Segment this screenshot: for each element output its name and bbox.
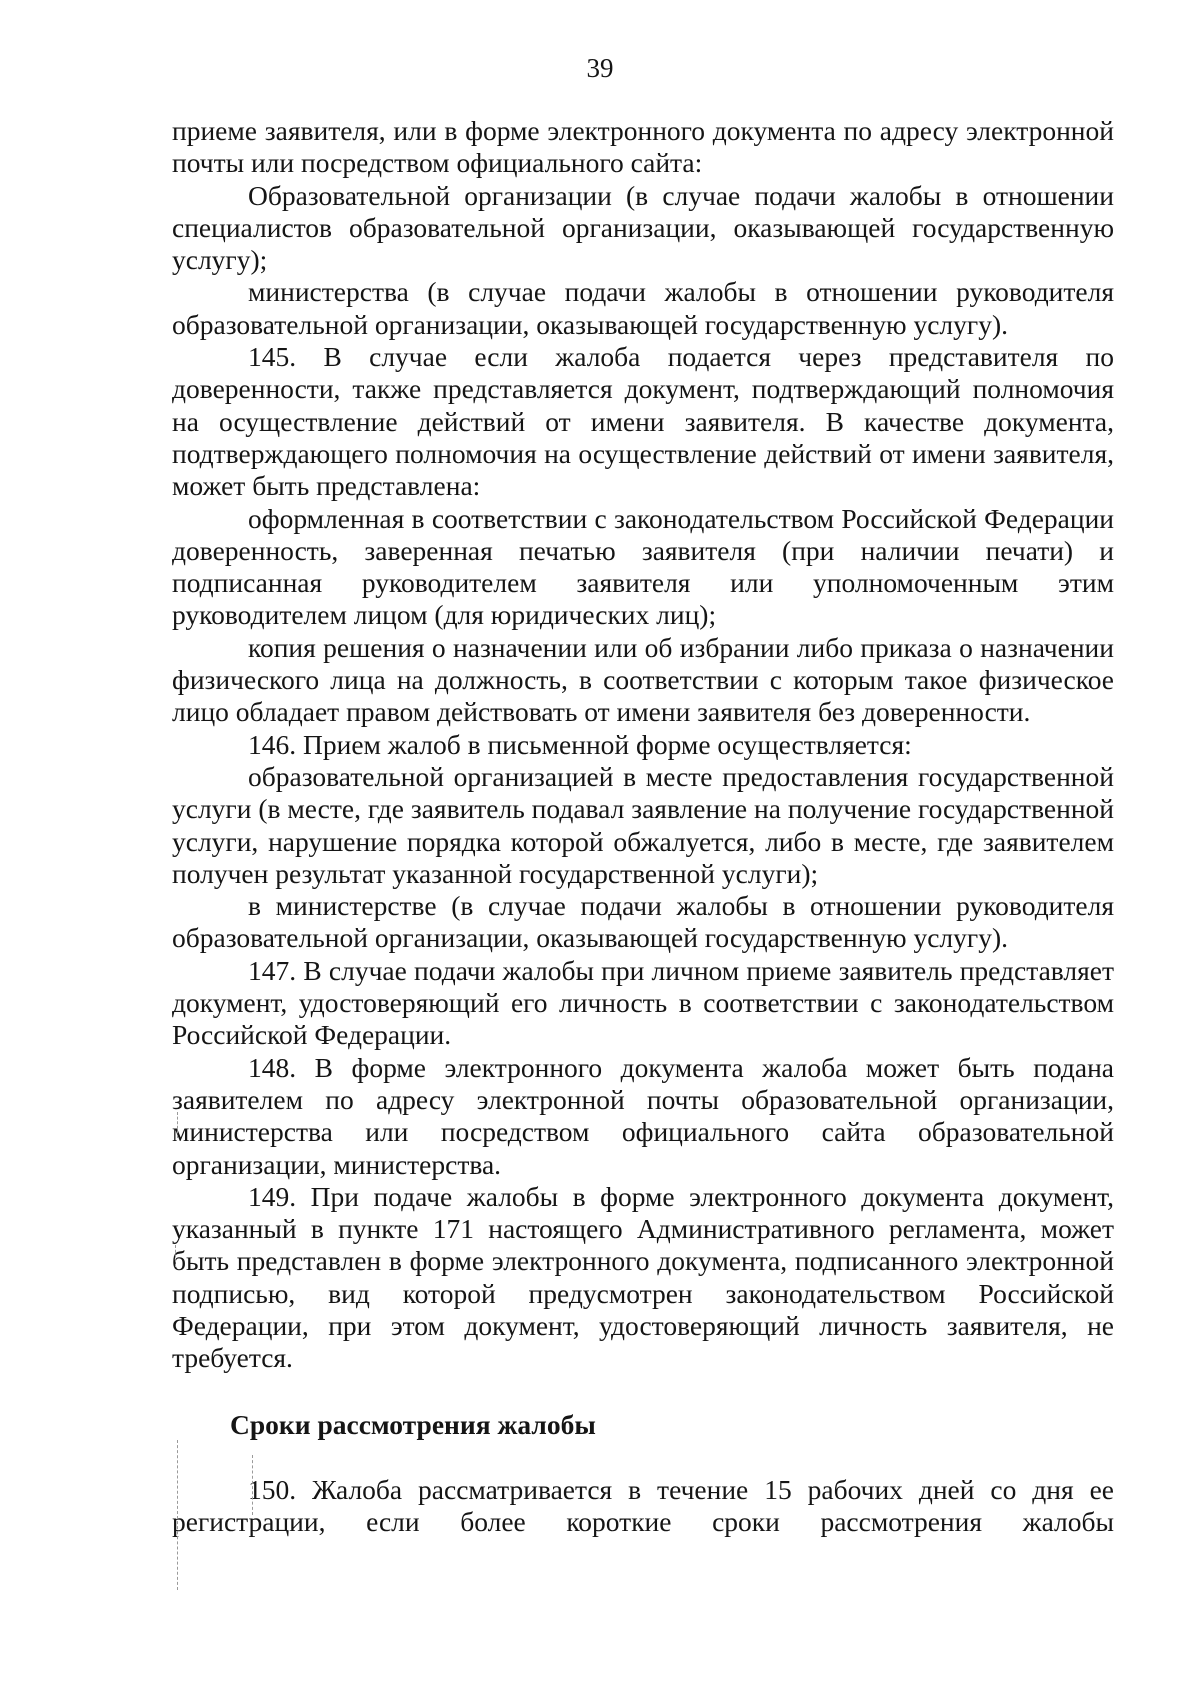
paragraph-9: в министерстве (в случае подачи жалобы в отношении руководителя образовательной организации, оказывающей государственную услугу). <box>172 890 1114 954</box>
scan-artifact-mark <box>175 1245 176 1267</box>
paragraph-2: Образовательной организации (в случае подачи жалобы в отношении специалистов образовательной организации, оказывающей государственную услугу); <box>172 179 1114 276</box>
paragraph-148: 148. В форме электронного документа жалоба может быть подана заявителем по адресу электронной почты образовательной организации, министерства или посредством официального сайта образовательной организации, министерства. <box>172 1051 1114 1180</box>
scan-artifact-mark <box>252 1455 253 1515</box>
scan-artifact-mark <box>177 1112 178 1138</box>
paragraph-149: 149. При подаче жалобы в форме электронного документа документ, указанный в пункте 171 настоящего Административного регламента, может быть представлен в форме электронного документа, подписанного электронной подписью, вид которой предусмотрен законодательством Российской Федерации, при этом документ, удостоверяющий личность заявителя, не требуется. <box>172 1180 1114 1374</box>
paragraph-8: образовательной организацией в месте предоставления государственной услуги (в месте, где заявитель подавал заявление на получение государственной услуги, нарушение порядка которой обжалуется, либо в месте, где заявителем получен результат указанной государственной услуги); <box>172 760 1114 889</box>
paragraph-5: оформленная в соответствии с законодательством Российской Федерации доверенность, заверенная печатью заявителя (при наличии печати) и подписанная руководителем заявителя или уполномоченным этим руководителем лицом (для юридических лиц); <box>172 502 1114 631</box>
paragraph-3: министерства (в случае подачи жалобы в отношении руководителя образовательной организации, оказывающей государственную услугу). <box>172 276 1114 340</box>
paragraph-150: 150. Жалоба рассматривается в течение 15 рабочих дней со дня ее регистрации, если более короткие сроки рассмотрения жалобы <box>172 1473 1114 1538</box>
page-number: 39 <box>586 53 614 83</box>
paragraph-145: 145. В случае если жалоба подается через представителя по доверенности, также представляется документ, подтверждающий полномочия на осуществление действий от имени заявителя. В качестве документа, подтверждающего полномочия на осуществление действий от имени заявителя, может быть представлена: <box>172 341 1114 502</box>
paragraph-6: копия решения о назначении или об избрании либо приказа о назначении физического лица на должность, в соответствии с которым такое физическое лицо обладает правом действовать от имени заявителя без доверенности. <box>172 631 1114 728</box>
section-heading: Сроки рассмотрения жалобы <box>230 1408 596 1440</box>
paragraph-146: 146. Прием жалоб в письменной форме осуществляется: <box>248 728 912 760</box>
scan-artifact-mark <box>177 1440 178 1590</box>
paragraph-1: приеме заявителя, или в форме электронного документа по адресу электронной почты или посредством официального сайта: <box>172 115 1114 179</box>
document-body <box>172 115 1114 1538</box>
paragraph-147: 147. В случае подачи жалобы при личном приеме заявитель представляет документ, удостоверяющий его личность в соответствии с законодательством Российской Федерации. <box>172 954 1114 1051</box>
